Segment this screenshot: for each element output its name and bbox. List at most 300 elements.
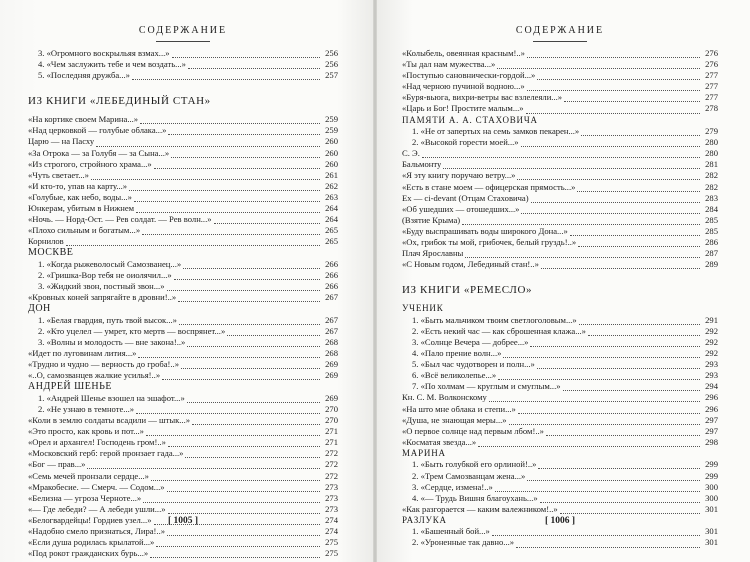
entry-page-number: 299 <box>705 459 718 470</box>
entry-title: «Семь мечей пронзали сердце...» <box>28 470 149 481</box>
entry-title: 3. «Волны и молодость — вне закона!..» <box>38 336 186 347</box>
dot-leader <box>167 485 320 492</box>
dot-leader <box>537 362 700 369</box>
entry-page-number: 275 <box>325 537 338 548</box>
entry-page-number: 273 <box>325 492 338 503</box>
toc-entry <box>28 281 338 292</box>
entry-title: 1. «Быть мальчиком твоим светлоголовым...» <box>412 314 577 325</box>
entry-title: «Колыбель, овеянная красным!..» <box>402 48 525 58</box>
dot-leader <box>498 373 700 380</box>
toc-entry <box>28 426 338 437</box>
dot-leader <box>422 151 700 158</box>
toc-entry <box>402 348 718 359</box>
toc-entry <box>402 359 718 370</box>
toc-entry <box>402 182 718 193</box>
section-title: ИЗ КНИГИ «РЕМЕСЛО» <box>402 284 533 297</box>
dot-leader <box>91 173 320 180</box>
toc-entry <box>28 292 338 303</box>
entry-title: «— Где лебеди? — А лебеди ушли...» <box>28 503 166 514</box>
toc-entry <box>28 48 338 59</box>
entry-title: 1. «Быть голубкой его орлиной!..» <box>412 459 537 470</box>
entry-page-number: 269 <box>325 359 338 370</box>
entry-page-number: 292 <box>705 336 718 347</box>
entry-title: «Буря-вьюга, вихри-ветры вас взлелеяли...» <box>402 92 563 103</box>
toc-entry <box>28 504 338 515</box>
toc-group <box>28 259 338 292</box>
entry-page-number: 293 <box>705 359 718 370</box>
dot-leader <box>465 251 700 258</box>
entry-title: 3. «Огромного воскрыльяя взмах...» <box>38 48 170 58</box>
page-number: [ 1005 ] <box>167 516 199 526</box>
toc-entry <box>28 348 338 359</box>
head-rule <box>533 41 587 42</box>
dot-leader <box>509 418 700 425</box>
entry-page-number: 265 <box>325 225 338 236</box>
entry-title: «Под рокот гражданских бурь...» <box>28 548 149 559</box>
entry-page-number: 286 <box>705 237 718 247</box>
subsection-title: МОСКВЕ <box>28 247 74 259</box>
toc-entry <box>28 448 338 459</box>
toc-entry <box>402 337 718 348</box>
entry-page-number: 268 <box>325 336 338 347</box>
entry-page-number: 296 <box>705 392 718 403</box>
section-title: ИЗ КНИГИ «ЛЕБЕДИНЫЙ СТАН» <box>28 95 211 108</box>
dot-leader <box>538 462 700 469</box>
toc-entry <box>402 81 718 92</box>
entry-title: 6. «Всё великолепье...» <box>412 370 497 381</box>
dot-leader <box>66 239 320 246</box>
entry-page-number: 270 <box>325 403 338 414</box>
running-head: СОДЕРЖАНИЕ <box>138 25 228 36</box>
entry-title: 3. «Солнце Вечера — добрее...» <box>412 336 529 347</box>
toc-group <box>28 292 338 303</box>
dot-leader <box>156 540 320 547</box>
toc-entry <box>402 315 718 326</box>
entry-page-number: 264 <box>325 203 338 214</box>
subsection-title: МАРИНА <box>402 447 446 458</box>
entry-page-number: 281 <box>705 159 718 170</box>
entry-page-number: 262 <box>325 180 338 191</box>
dot-leader <box>168 507 320 514</box>
entry-page-number: 257 <box>325 70 338 81</box>
entry-title: «Коли в землю солдаты всадили — штык...» <box>28 415 191 426</box>
entry-page-number: 285 <box>705 214 718 225</box>
entry-title: «И кто-то, упав на карту...» <box>28 180 128 191</box>
toc-group <box>28 348 338 381</box>
entry-title: «Московский герб: герой пронзает гада...» <box>28 448 184 459</box>
toc-entry <box>402 103 718 114</box>
entry-title: 2. «Высокой горести моей...» <box>412 137 519 148</box>
entry-page-number: 269 <box>325 370 338 381</box>
dot-leader <box>187 340 320 347</box>
entry-title: «Орел и архангел! Господень гром!..» <box>28 437 166 448</box>
entry-title: «Плохо сильным и богатым...» <box>28 225 141 236</box>
dot-leader <box>178 295 320 302</box>
dot-leader <box>540 496 700 503</box>
toc-entry <box>28 214 338 225</box>
dot-leader <box>546 429 700 436</box>
entry-page-number: 260 <box>325 158 338 169</box>
entry-title: Плач Ярославны <box>402 248 464 259</box>
entry-page-number: 267 <box>325 314 338 325</box>
entry-title: 4. «Чем заслужить тебе и чем воздать...» <box>38 59 186 70</box>
dot-leader <box>142 228 320 235</box>
dot-leader <box>563 384 700 391</box>
toc-entry <box>402 259 718 270</box>
toc-entry <box>402 471 718 482</box>
entry-title: «Белизна — угроза Черноте...» <box>28 492 142 503</box>
dot-leader <box>517 173 700 180</box>
entry-page-number: 277 <box>705 81 718 92</box>
entry-page-number: 287 <box>705 248 718 259</box>
entry-title: «Мракобесие. — Смерч. — Содом...» <box>28 481 165 492</box>
entry-page-number: 277 <box>705 92 718 103</box>
entry-title: «Об ушедших — отошедших...» <box>402 203 520 214</box>
entry-title: 2. «Уроненные так давно...» <box>412 537 515 548</box>
dot-leader <box>530 340 700 347</box>
entry-title: 1. «Не от запертых на семь замков пекарен...» <box>412 126 580 137</box>
dot-leader <box>564 95 700 102</box>
toc-entry <box>28 437 338 448</box>
toc-entry <box>28 148 338 159</box>
entry-page-number: 260 <box>325 147 338 158</box>
entry-page-number: 261 <box>325 169 338 180</box>
dot-leader <box>168 128 320 135</box>
entry-title: «Поступью сановнически-гордой...» <box>402 70 536 81</box>
toc-group <box>28 415 338 559</box>
dot-leader <box>134 195 320 202</box>
toc-entry <box>402 170 718 181</box>
dot-leader <box>188 62 320 69</box>
entry-page-number: 259 <box>325 114 338 125</box>
entry-page-number: 271 <box>325 426 338 437</box>
entry-page-number: 274 <box>325 525 338 536</box>
entry-title: «Если душа родилась крылатой...» <box>28 537 155 548</box>
entry-title: «Белогвардейцы! Гордиев узел...» <box>28 514 152 525</box>
dot-leader <box>185 451 320 458</box>
toc-entry <box>28 225 338 236</box>
entry-page-number: 282 <box>705 181 718 192</box>
toc-entry <box>402 381 718 392</box>
entry-title: Царю — на Пасху <box>28 136 95 147</box>
entry-title: «Над черною пучиной водною...» <box>402 81 525 92</box>
entry-title: «Голубые, как небо, воды...» <box>28 191 132 202</box>
dot-leader <box>181 362 320 369</box>
entry-page-number: 269 <box>325 392 338 403</box>
subsection-title: РАЗЛУКА <box>402 514 447 525</box>
subsection-title: АНДРЕЙ ШЕНЬЕ <box>28 381 112 393</box>
toc-entry <box>402 493 718 504</box>
entry-title: «Царь и Бог! Простите малым...» <box>402 103 524 114</box>
entry-page-number: 300 <box>705 492 718 503</box>
entry-title: 3. «Сердце, измена!..» <box>412 481 493 492</box>
entry-title: 2. «Кто уцелел — умрет, кто мертв — воспрянет...» <box>38 325 226 336</box>
toc-entry <box>28 404 338 415</box>
entry-title: Корнилов <box>28 236 64 247</box>
toc-entry <box>402 537 718 548</box>
toc-entry <box>28 471 338 482</box>
entry-title: Юнкерам, убитым в Нижнем <box>28 203 135 214</box>
toc-group <box>402 526 718 548</box>
toc-group <box>402 459 718 503</box>
toc-entry <box>28 370 338 381</box>
entry-title: «Чуть светает...» <box>28 169 89 180</box>
dot-leader <box>214 217 320 224</box>
toc-group <box>28 48 338 81</box>
entry-title: «Бог — прав...» <box>28 459 86 470</box>
entry-page-number: 271 <box>325 437 338 448</box>
entry-page-number: 297 <box>705 425 718 436</box>
entry-page-number: 297 <box>705 414 718 425</box>
toc-entry <box>402 415 718 426</box>
toc-entry <box>28 181 338 192</box>
toc-group <box>28 393 338 415</box>
dot-leader <box>143 496 320 503</box>
toc-entry <box>402 526 718 537</box>
dot-leader <box>578 240 700 247</box>
entry-title: «..О, самозванцев жалкие усилья!..» <box>28 370 161 381</box>
toc-entry <box>28 459 338 470</box>
dot-leader <box>162 373 320 380</box>
entry-page-number: 289 <box>705 259 718 270</box>
toc-entry <box>402 59 718 70</box>
entry-page-number: 299 <box>705 470 718 481</box>
entry-title: «Идет по луговинам лития...» <box>28 348 137 359</box>
toc-group <box>28 315 338 348</box>
dot-leader <box>497 62 700 69</box>
dot-leader <box>168 440 320 447</box>
page-number: [ 1006 ] <box>544 516 576 526</box>
entry-title: Бальмонту <box>402 159 442 170</box>
entry-page-number: 272 <box>325 448 338 459</box>
entry-page-number: 275 <box>325 548 338 559</box>
toc-entry <box>402 426 718 437</box>
dot-leader <box>129 184 320 191</box>
entry-page-number: 266 <box>325 258 338 269</box>
entry-title: 3. «Жидкий звон, постный звон...» <box>38 281 165 292</box>
entry-title: «За Отрока — за Голубя — за Сына...» <box>28 147 170 158</box>
entry-title: 1. «Башенный бой...» <box>412 526 490 537</box>
entry-page-number: 273 <box>325 481 338 492</box>
entry-page-number: 273 <box>325 503 338 514</box>
dot-leader <box>174 273 320 280</box>
entry-page-number: 285 <box>705 225 718 236</box>
toc-entry <box>28 259 338 270</box>
entry-page-number: 279 <box>705 126 718 137</box>
dot-leader <box>527 84 700 91</box>
dot-leader <box>132 73 320 80</box>
entry-title: 2. «Не узнаю в темноте...» <box>38 403 135 414</box>
entry-title: «Трудно и чудно — верность до гроба!..» <box>28 359 180 370</box>
entry-page-number: 291 <box>705 314 718 325</box>
entry-page-number: 293 <box>705 370 718 381</box>
dot-leader <box>527 51 700 58</box>
dot-leader <box>150 551 320 558</box>
entry-page-number: 276 <box>705 59 718 70</box>
entry-page-number: 274 <box>325 514 338 525</box>
dot-leader <box>518 407 700 414</box>
toc-entry <box>402 226 718 237</box>
dot-leader <box>560 507 700 514</box>
toc-entry <box>402 159 718 170</box>
entry-page-number: 280 <box>705 148 718 159</box>
dot-leader <box>151 474 320 481</box>
dot-leader <box>478 440 700 447</box>
entry-page-number: 259 <box>325 125 338 136</box>
entry-title: «На кортике своем Марина...» <box>28 114 139 125</box>
entry-title: 4. «— Трудь Вишня благоухань...» <box>412 492 538 503</box>
toc-group <box>28 114 338 247</box>
entry-page-number: 282 <box>705 170 718 181</box>
toc-entry <box>28 270 338 281</box>
entry-page-number: 265 <box>325 236 338 247</box>
dot-leader <box>503 351 700 358</box>
dot-leader <box>183 262 320 269</box>
book-gutter <box>373 0 377 562</box>
dot-leader <box>527 474 700 481</box>
dot-leader <box>136 206 320 213</box>
toc-entry <box>28 359 338 370</box>
toc-entry <box>28 136 338 147</box>
entry-page-number: 263 <box>325 191 338 202</box>
entry-page-number: 280 <box>705 137 718 148</box>
toc-entry <box>28 415 338 426</box>
subsection-title: УЧЕНИК <box>402 303 444 314</box>
entry-page-number: 292 <box>705 348 718 359</box>
dot-leader <box>495 485 700 492</box>
entry-title: «Я эту книгу поручаю ветру...» <box>402 170 516 181</box>
entry-page-number: 284 <box>705 203 718 214</box>
dot-leader <box>227 329 320 336</box>
running-head: СОДЕРЖАНИЕ <box>515 25 605 36</box>
entry-title: «Ох, грибок ты мой, грибочек, белый груздь!..» <box>402 237 577 247</box>
toc-entry <box>28 493 338 504</box>
toc-group <box>402 315 718 393</box>
dot-leader <box>138 351 320 358</box>
toc-entry <box>28 125 338 136</box>
dot-leader <box>521 140 700 147</box>
toc-entry <box>28 70 338 81</box>
entry-page-number: 267 <box>325 292 338 303</box>
entry-title: «Ты дал нам мужества...» <box>402 59 496 70</box>
toc-group <box>402 392 718 447</box>
entry-title: 1. «Андрей Шенье взошел на эшафот...» <box>38 392 185 403</box>
dot-leader <box>588 329 700 336</box>
dot-leader <box>492 529 700 536</box>
entry-page-number: 268 <box>325 348 338 359</box>
dot-leader <box>443 162 700 169</box>
toc-group <box>402 48 718 115</box>
entry-title: 1. «Когда рыжеволосый Самозванец...» <box>38 258 182 269</box>
entry-title: 5. «Был час чудотворен и полн...» <box>412 359 535 370</box>
toc-entry <box>402 137 718 148</box>
entry-page-number: 278 <box>705 103 718 114</box>
toc-entry <box>402 370 718 381</box>
entry-page-number: 301 <box>705 503 718 514</box>
entry-page-number: 267 <box>325 325 338 336</box>
toc-entry <box>28 192 338 203</box>
entry-page-number: 266 <box>325 281 338 292</box>
entry-title: «Ночь. — Норд-Ост. — Рев солдат. — Рев волн...» <box>28 214 212 225</box>
entry-title: Ex — ci-devant (Отцам Стаховича) <box>402 192 529 203</box>
entry-title: «Есть в стане моем — офицерская прямость...» <box>402 181 576 192</box>
entry-title: 7. «По холмам — круглым и смуглым...» <box>412 381 561 392</box>
entry-title: «Надобно смело признаться, Лира!..» <box>28 525 166 536</box>
right-page <box>375 0 750 562</box>
toc-entry <box>402 92 718 103</box>
dot-leader <box>581 129 700 136</box>
entry-title: «На што мне облака и степи...» <box>402 403 516 414</box>
entry-title: «О первое солнце над первым лбом!..» <box>402 425 544 436</box>
dot-leader <box>140 117 320 124</box>
entry-page-number: 260 <box>325 136 338 147</box>
dot-leader <box>192 418 320 425</box>
entry-title: «Это просто, как кровь и пот...» <box>28 426 144 437</box>
toc-group <box>402 126 718 148</box>
dot-leader <box>537 73 700 80</box>
toc-entry <box>402 437 718 448</box>
toc-entry <box>402 237 718 248</box>
dot-leader <box>541 262 700 269</box>
entry-page-number: 298 <box>705 436 718 447</box>
entry-page-number: 272 <box>325 459 338 470</box>
entry-title: Кн. С. М. Волконскому <box>402 392 487 403</box>
toc-entry <box>28 482 338 493</box>
entry-page-number: 256 <box>325 48 338 58</box>
dot-leader <box>167 529 320 536</box>
entry-title: «Душа, не знающая меры...» <box>402 414 507 425</box>
entry-page-number: 301 <box>705 526 718 537</box>
toc-entry <box>402 404 718 415</box>
entry-title: 4. «Пало прение волн...» <box>412 348 502 359</box>
subsection-title: ДОН <box>28 303 51 315</box>
toc-entry <box>402 148 718 159</box>
entry-title: «Из строгого, стройного храма...» <box>28 158 152 169</box>
toc-entry <box>402 70 718 81</box>
entry-title: «Кровных коней запрягайте в дровни!..» <box>28 292 177 303</box>
entry-page-number: 270 <box>325 415 338 426</box>
entry-title: 2. «Гришка-Вор тебя не оиолячил...» <box>38 270 172 280</box>
dot-leader <box>154 162 320 169</box>
toc-entry <box>402 126 718 137</box>
toc-entry <box>402 215 718 226</box>
entry-page-number: 296 <box>705 403 718 414</box>
entry-page-number: 300 <box>705 481 718 492</box>
entry-title: «Буду выспрашивать воды широкого Дона...» <box>402 225 568 236</box>
entry-title: 2. «Есть некий час — как сброшенная клажа...» <box>412 325 586 336</box>
head-rule <box>156 41 210 42</box>
entry-page-number: 292 <box>705 325 718 336</box>
entry-title: (Взятие Крыма) <box>402 214 461 225</box>
toc-entry <box>28 236 338 247</box>
toc-entry <box>28 59 338 70</box>
dot-leader <box>172 51 320 58</box>
toc-entry <box>28 526 338 537</box>
entry-title: 1. «Белая гвардия, путь твой высок...» <box>38 314 177 325</box>
dot-leader <box>171 151 320 158</box>
entry-title: 2. «Трем Самозванцам жена...» <box>412 470 526 481</box>
entry-page-number: 294 <box>705 381 718 392</box>
entry-page-number: 266 <box>325 270 338 280</box>
dot-leader <box>521 207 700 214</box>
entry-page-number: 272 <box>325 470 338 481</box>
dot-leader <box>531 196 700 203</box>
toc-entry <box>402 48 718 59</box>
toc-entry <box>402 248 718 259</box>
toc-entry <box>28 114 338 125</box>
dot-leader <box>577 185 700 192</box>
entry-title: «С Новым годом, Лебединый стан!..» <box>402 259 539 270</box>
